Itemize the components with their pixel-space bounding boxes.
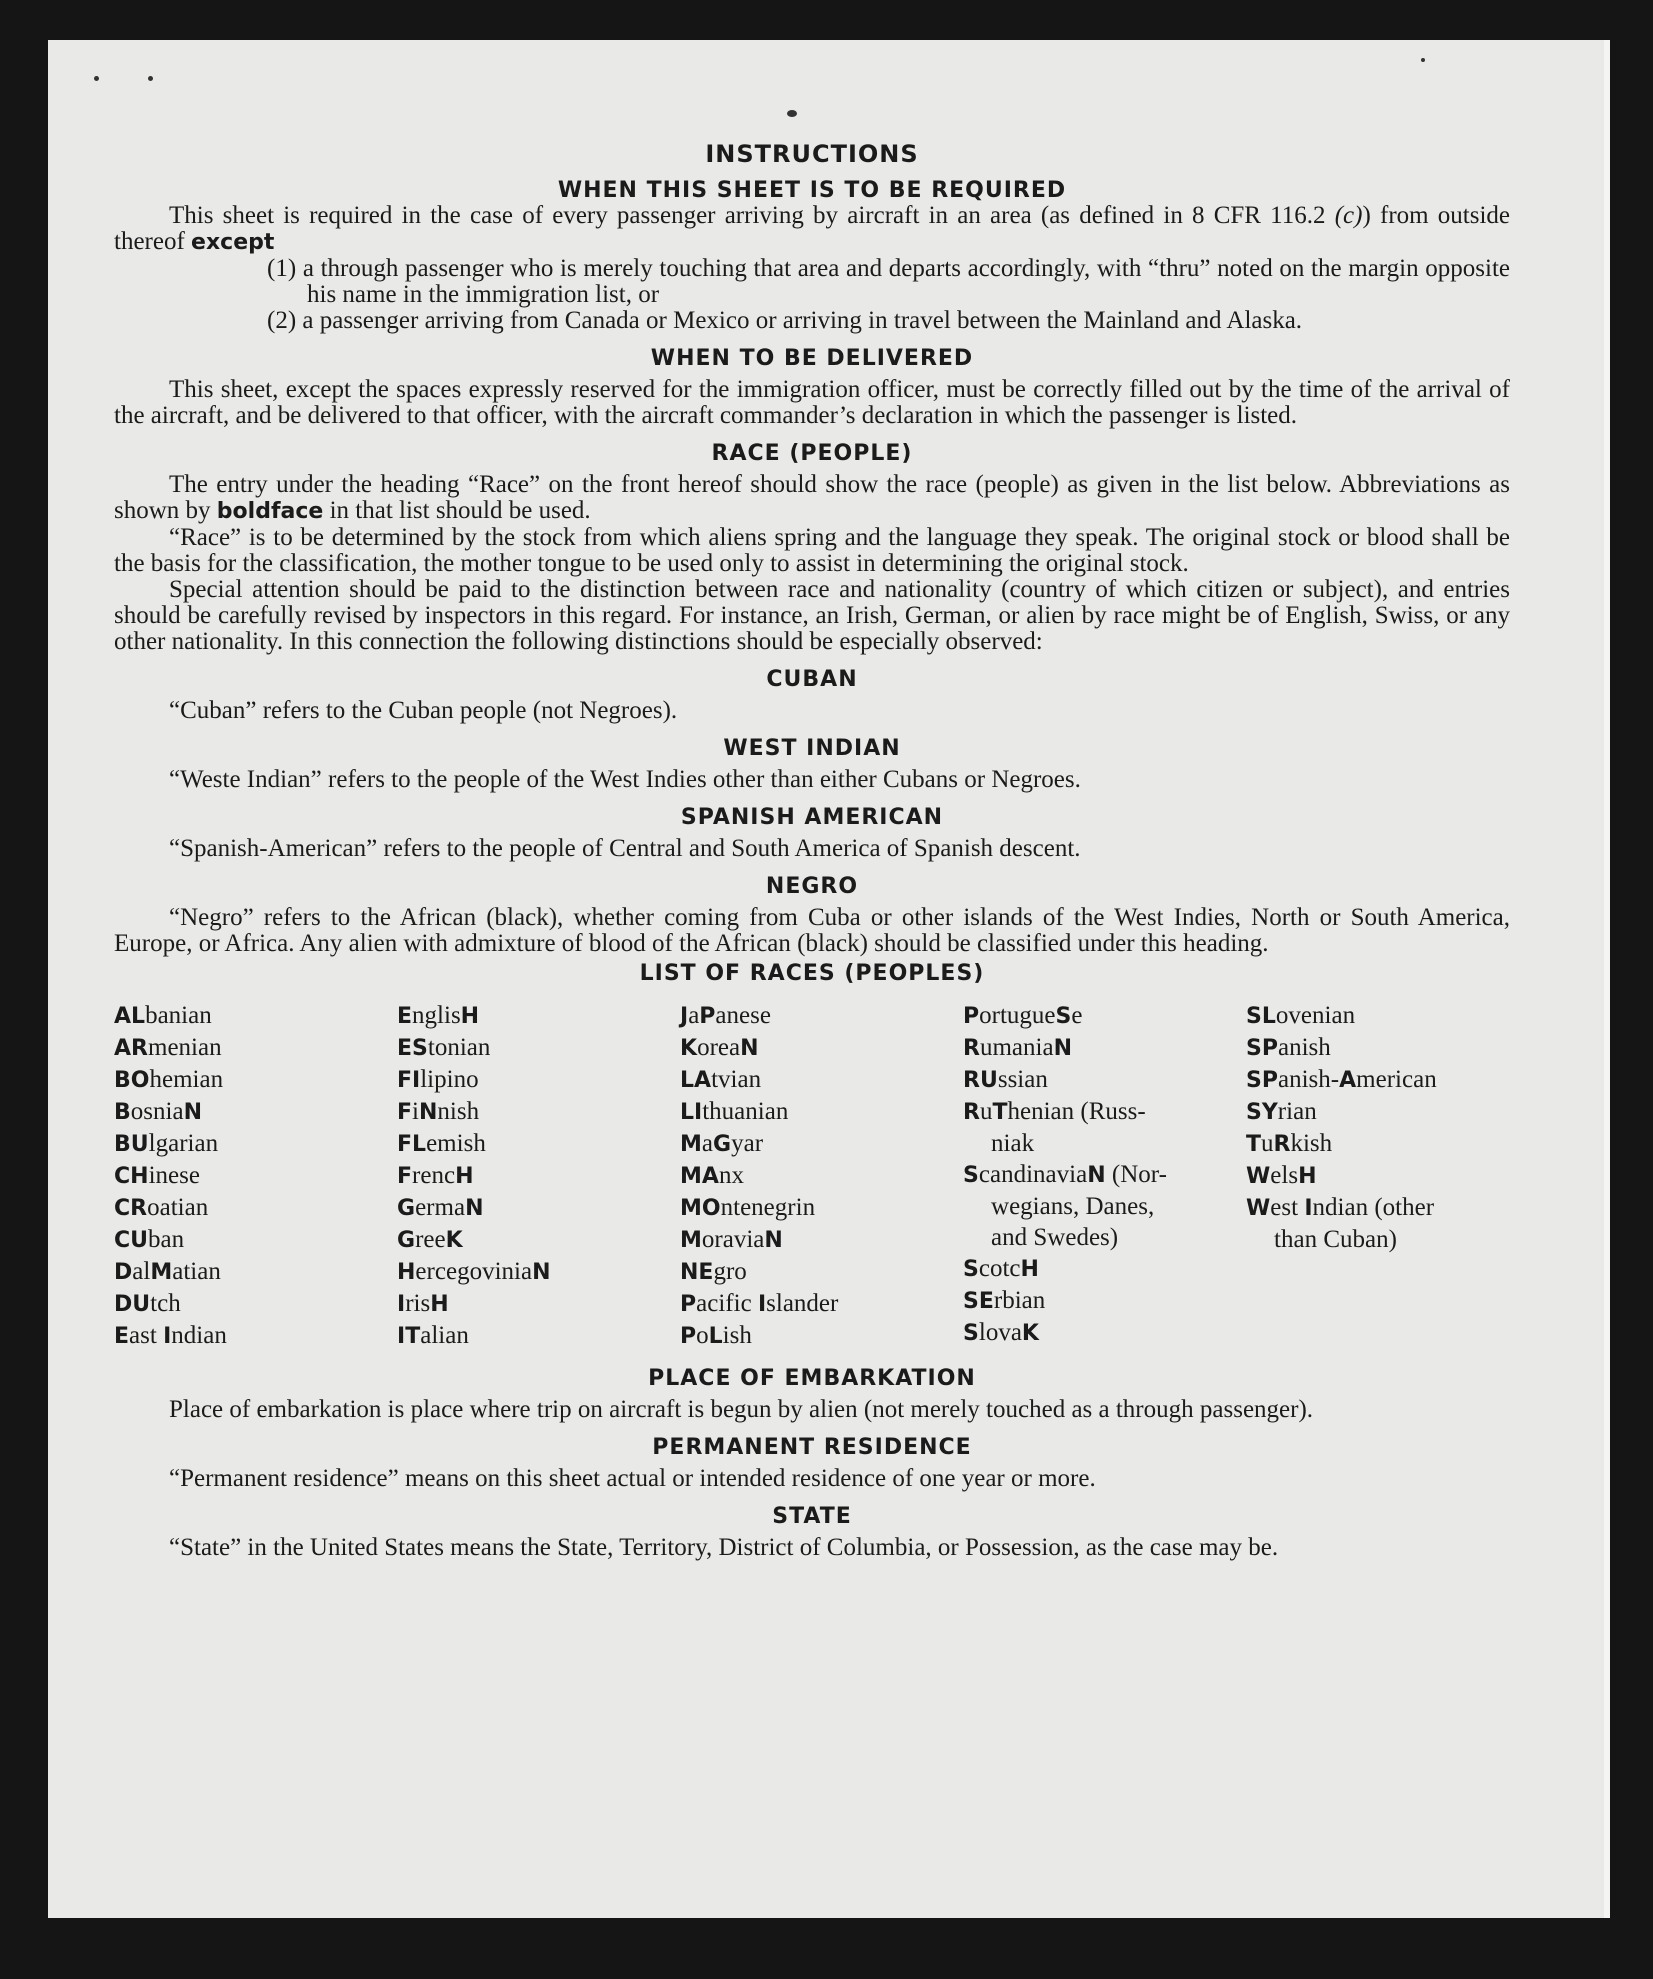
negro-heading: NEGRO	[765, 874, 859, 899]
race-entry: West Indian (other	[1246, 1194, 1435, 1221]
race-entry: NEgro	[680, 1258, 747, 1285]
race-entry: FrencH	[397, 1162, 474, 1189]
race-entry: LAtvian	[680, 1066, 762, 1093]
race-entry: FLemish	[397, 1130, 486, 1157]
race-entry: SlovaK	[963, 1319, 1039, 1346]
cuban-heading: CUBAN	[766, 667, 858, 692]
race-entry: East Indian	[114, 1322, 227, 1349]
race-entry: TuRkish	[1246, 1130, 1333, 1157]
race-entry: KoreaN	[680, 1034, 759, 1061]
race-entry: and Swedes)	[991, 1224, 1119, 1251]
race-entry: SErbian	[963, 1287, 1046, 1314]
race-entry: niak	[991, 1130, 1035, 1157]
race-entry: GermaN	[397, 1194, 484, 1221]
race-entry: EnglisH	[397, 1002, 480, 1029]
race-entry: FIlipino	[397, 1066, 479, 1093]
embarkation-heading: PLACE OF EMBARKATION	[648, 1366, 976, 1391]
race-entry: RumaniaN	[963, 1034, 1072, 1061]
race-entry: FiNnish	[397, 1098, 480, 1125]
delivered-text: This sheet, except the spaces expressly reserved for the immigration officer, must be correctly filled out by the time of the arrival of the aircraft, and be delivered to that officer, with the aircraft commander’s declaration in which the passenger is listed.	[114, 376, 1510, 429]
race-entry: ScotcH	[963, 1255, 1039, 1282]
race-entry: PortugueSe	[963, 1002, 1083, 1029]
race-entry: SLovenian	[1246, 1002, 1356, 1029]
required-heading: WHEN THIS SHEET IS TO BE REQUIRED	[557, 178, 1067, 203]
race-entry: PoLish	[680, 1322, 752, 1349]
race-entry: ScandinaviaN (Nor-	[963, 1161, 1167, 1188]
residence-heading: PERMANENT RESIDENCE	[652, 1435, 972, 1460]
race-entry: SPanish-American	[1246, 1066, 1437, 1093]
race-entry: Pacific Islander	[680, 1290, 839, 1317]
west-indian-text: “Weste Indian” refers to the people of the West Indies other than either Cubans or Negroes.	[169, 766, 1081, 793]
race-entry: HercegoviniaN	[397, 1258, 551, 1285]
race-entry: WelsH	[1246, 1162, 1317, 1189]
race-entry: EStonian	[397, 1034, 491, 1061]
race-entry: RUssian	[963, 1066, 1048, 1093]
state-text: “State” in the United States means the State, Territory, District of Columbia, or Possession, as the case may be.	[169, 1534, 1279, 1561]
race-entry: MAnx	[680, 1162, 744, 1189]
document-content	[114, 140, 1510, 1561]
race-entry: DalMatian	[114, 1258, 221, 1285]
delivered-heading: WHEN TO BE DELIVERED	[650, 346, 974, 371]
race-column	[397, 1000, 661, 1352]
race-column	[963, 1000, 1227, 1352]
race-paragraph-2: “Race” is to be determined by the stock from which aliens spring and the language they speak. The original stock or blood shall be the basis for the classification, the mother tongue to be used only to assist in determining the original stock.	[114, 524, 1510, 577]
race-entry: MaGyar	[680, 1130, 764, 1157]
document-page	[48, 40, 1610, 1918]
race-entry: ITalian	[397, 1322, 469, 1349]
race-entry: BosniaN	[114, 1098, 202, 1125]
race-entry: BUlgarian	[114, 1130, 219, 1157]
race-entry: JaPanese	[680, 1002, 771, 1029]
race-entry: DUtch	[114, 1290, 181, 1317]
required-item-1: (1) a through passenger who is merely touching that area and departs accordingly, with “thru” noted on the margin opposite his name in the immigration list, or	[267, 255, 1510, 308]
required-item-2: (2) a passenger arriving from Canada or Mexico or arriving in travel between the Mainland and Alaska.	[267, 307, 1303, 334]
embarkation-text: Place of embarkation is place where trip on aircraft is begun by alien (not merely touched as a through passenger).	[169, 1396, 1314, 1423]
west-indian-heading: WEST INDIAN	[723, 736, 901, 761]
race-column	[1246, 1000, 1510, 1352]
race-entry: LIthuanian	[680, 1098, 789, 1125]
race-column	[114, 1000, 378, 1352]
race-entry: wegians, Danes,	[991, 1193, 1155, 1220]
race-entry: SYrian	[1246, 1098, 1317, 1125]
negro-text: “Negro” refers to the African (black), whether coming from Cuba or other islands of the West Indies, North or South America, Europe, or Africa. Any alien with admixture of blood of the African (black) should be classified under this heading.	[114, 904, 1510, 957]
race-entry: IrisH	[397, 1290, 449, 1317]
race-entry: CHinese	[114, 1162, 200, 1189]
required-intro: This sheet is required in the case of every passenger arriving by aircraft in an area (as defined in 8 CFR 116.2 (c)) from outside thereof except	[114, 202, 1511, 255]
specks	[94, 76, 99, 81]
races-list-heading: LIST OF RACES (PEOPLES)	[639, 961, 985, 986]
residence-text: “Permanent residence” means on this sheet actual or intended residence of one year or more.	[169, 1465, 1096, 1492]
race-paragraph-3: Special attention should be paid to the distinction between race and nationality (country of which citizen or subject), and entries should be carefully revised by inspectors in this regard. For instance, an Irish, German, or alien by race might be of English, Swiss, or any other nationality. In this connection the following distinctions should be especially observed:	[114, 576, 1510, 655]
race-entry: ARmenian	[114, 1034, 222, 1061]
spanish-american-heading: SPANISH AMERICAN	[680, 805, 944, 830]
race-column	[680, 1000, 944, 1352]
race-entry: CRoatian	[114, 1194, 209, 1221]
race-entry: MOntenegrin	[680, 1194, 816, 1221]
race-entry: RuThenian (Russ-	[963, 1098, 1146, 1125]
instructions-heading: INSTRUCTIONS	[705, 140, 919, 168]
race-entry: BOhemian	[114, 1066, 224, 1093]
cuban-text: “Cuban” refers to the Cuban people (not Negroes).	[169, 697, 678, 724]
race-entry: GreeK	[397, 1226, 463, 1253]
race-entry: SPanish	[1246, 1034, 1331, 1061]
races-list	[114, 1000, 1510, 1352]
state-heading: STATE	[772, 1504, 852, 1529]
race-entry: MoraviaN	[680, 1226, 783, 1253]
race-paragraph-1: The entry under the heading “Race” on the front hereof should show the race (people) as given in the list below. Abbreviations as shown by boldface in that list should be used.	[114, 471, 1510, 524]
race-entry: CUban	[114, 1226, 185, 1253]
spanish-american-text: “Spanish-American” refers to the people of Central and South America of Spanish descent.	[169, 835, 1081, 862]
race-heading: RACE (PEOPLE)	[711, 441, 913, 466]
race-entry: ALbanian	[114, 1002, 212, 1029]
race-entry: than Cuban)	[1274, 1226, 1397, 1253]
